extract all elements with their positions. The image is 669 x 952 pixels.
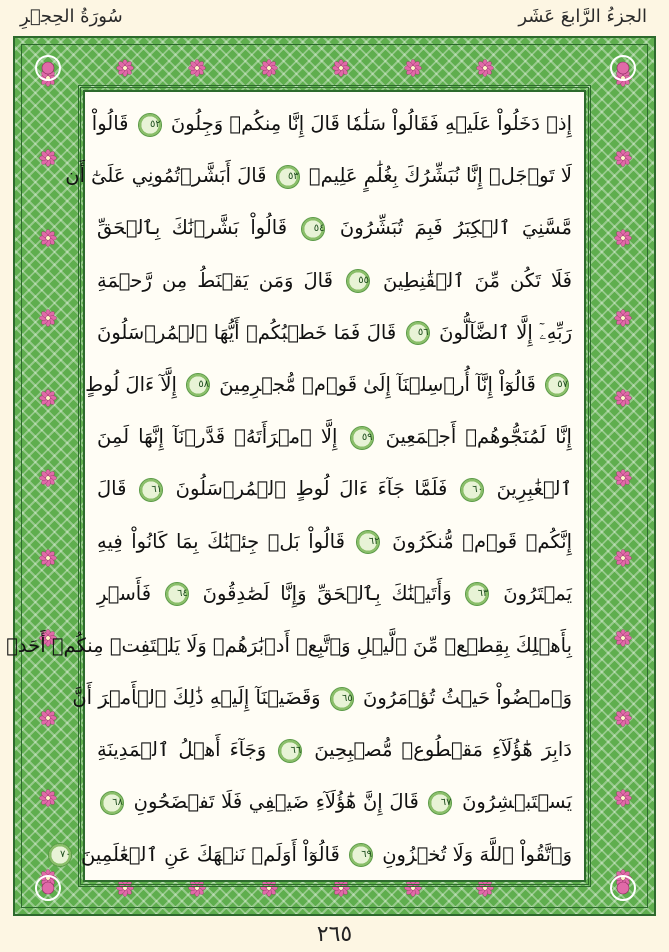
verse-text: إِلَّآ ءَالَ لُوطٍ: [85, 372, 184, 396]
rosette-icon: [332, 59, 350, 77]
ayah-marker-icon: ٦١: [139, 478, 163, 502]
verse-text: ٱلۡغَٰبِرِينَ: [487, 477, 573, 501]
corner-ornament-icon: [603, 48, 643, 88]
verse-line: [97, 202, 572, 254]
rosette-icon: [39, 789, 57, 807]
verse-text: إِلَّا ٱمۡرَأَتَهُۥ قَدَّرۡنَآ إِنَّهَا لَمِنَ: [97, 425, 347, 449]
ayah-marker-icon: ٦٠: [460, 478, 484, 502]
verse-text: قَالَ فَمَا خَطۡبُكُمۡ أَيُّهَا ٱلۡمُرۡسَلُونَ: [97, 320, 403, 344]
verse-text: قَالَ أَبَشَّرۡتُمُونِي عَلَىٰٓ أَن: [65, 164, 273, 188]
verse-lines: [6, 98, 573, 881]
ayah-marker-icon: ٦٩: [349, 843, 373, 867]
verse-line: [91, 98, 572, 150]
verse-line: [97, 411, 572, 463]
verse-text: يَمۡتَرُونَ: [492, 581, 573, 605]
rosette-icon: [614, 309, 632, 327]
rosette-icon: [39, 149, 57, 167]
ayah-marker-icon: ٦٤: [165, 582, 189, 606]
juz-title: الجزءُ الرَّابعَ عَشَر: [518, 6, 647, 27]
verse-line: [97, 307, 572, 359]
verse-text: قَالَ إِنَّ هَٰٓؤُلَآءِ ضَيۡفِي فَلَا تَفۡضَحُونِ: [127, 790, 426, 814]
rosette-icon: [260, 59, 278, 77]
ayah-marker-icon: ٥٥: [346, 269, 370, 293]
ayah-marker-icon: ٦٧: [428, 791, 452, 815]
verse-text: إِذۡ دَخَلُواْ عَلَيۡهِ فَقَالُواْ سَلَٰمٗا قَالَ إِنَّا مِنكُمۡ وَجِلُونَ: [164, 112, 572, 135]
verse-text: وَٱمۡضُواْ حَيۡثُ تُؤۡمَرُونَ: [356, 686, 572, 710]
verse-text: إِنَّا لَمُنَجُّوهُمۡ أَجۡمَعِينَ: [376, 425, 572, 449]
verse-line: [97, 255, 572, 307]
verse-text: وَٱتَّقُواْ ٱللَّهَ وَلَا تُخۡزُونِ: [376, 842, 572, 866]
verse-line: [97, 776, 572, 828]
rosette-icon: [614, 229, 632, 247]
rosette-icon: [116, 59, 134, 77]
verse-text: قَالَ: [97, 477, 137, 501]
verse-text: إِنَّكُمۡ قَوۡمٞ مُّنكَرُونَ: [383, 529, 572, 553]
surah-title: سُورَةُ الحِجۡرِ: [20, 6, 123, 27]
rosette-icon: [614, 469, 632, 487]
verse-line: [97, 463, 572, 515]
verse-line: [72, 672, 572, 724]
ayah-marker-icon: ٥٣: [276, 165, 300, 189]
rosette-icon: [614, 549, 632, 567]
verse-text: قَالُوٓاْ أَوَلَمۡ نَنۡهَكَ عَنِ ٱلۡعَٰلَمِينَ: [74, 842, 346, 866]
rosette-icon: [614, 629, 632, 647]
ayah-marker-icon: ٥٩: [350, 426, 374, 450]
verse-text: وَقَضَيۡنَآ إِلَيۡهِ ذَٰلِكَ ٱلۡأَمۡرَ أَنَّ: [72, 686, 327, 710]
verse-text: وَجَآءَ أَهۡلُ ٱلۡمَدِينَةِ: [97, 738, 276, 762]
rosette-icon: [404, 59, 422, 77]
verse-line: [65, 150, 572, 202]
page-number: ٢٦٥: [316, 922, 353, 947]
verse-text: قَالُواْ بَلۡ جِئۡنَٰكَ بِمَا كَانُواْ فِيهِ: [97, 529, 354, 553]
rosette-icon: [39, 549, 57, 567]
verse-text: دَابِرَ هَٰٓؤُلَآءِ مَقۡطُوعٞ مُّصۡبِحِينَ: [305, 738, 572, 762]
rosette-icon: [476, 59, 494, 77]
ayah-marker-icon: ٥٨: [186, 373, 210, 397]
ayah-marker-icon: ٦٦: [278, 739, 302, 763]
verse-line: [6, 620, 572, 672]
verse-text: يَسۡتَبۡشِرُونَ: [455, 790, 573, 814]
verse-text: قَالُوٓاْ إِنَّآ أُرۡسِلۡنَآ إِلَىٰ قَوۡمٖ مُّجۡرِمِينَ: [213, 372, 542, 396]
rosette-icon: [39, 709, 57, 727]
verse-text: مَّسَّنِيَ ٱلۡكِبَرُ فَبِمَ تُبَشِّرُونَ: [328, 216, 572, 240]
verse-text: بِأَهۡلِكَ بِقِطۡعٖ مِّنَ ٱلَّيۡلِ وَٱتَّبِعۡ أَدۡبَٰرَهُمۡ وَلَا يَلۡتَفِتۡ مِنكُمۡ أَحَدٞ: [6, 633, 572, 657]
ayah-marker-icon: ٦٥: [330, 687, 354, 711]
verse-text: وَأَتَيۡنَٰكَ بِٱلۡحَقِّ وَإِنَّا لَصَٰدِقُونَ: [191, 581, 463, 605]
ayah-marker-icon: ٥٤: [301, 217, 325, 241]
verse-line: [97, 516, 572, 568]
verse-line: [60, 829, 572, 881]
verse-text: فَلَا تَكُن مِّنَ ٱلۡقَٰنِطِينَ: [372, 268, 572, 292]
verse-text: رَبِّهِۦٓ إِلَّا ٱلضَّآلُّونَ: [432, 320, 572, 344]
verse-text: لَا تَوۡجَلۡ إِنَّا نُبَشِّرُكَ بِغُلَٰمٍ عَلِيمٖ: [302, 164, 572, 188]
corner-ornament-icon: [28, 48, 68, 88]
verse-line: [97, 568, 572, 620]
verse-text: قَالُواْ بَشَّرۡنَٰكَ بِٱلۡحَقِّ: [97, 216, 299, 240]
rosette-icon: [39, 389, 57, 407]
page-header: [0, 4, 669, 34]
corner-ornament-icon: [603, 868, 643, 908]
rosette-icon: [614, 709, 632, 727]
ayah-marker-icon: ٦٨: [100, 791, 124, 815]
verse-line: [97, 724, 572, 776]
rosette-icon: [188, 59, 206, 77]
ayah-marker-icon: ٧٠: [48, 843, 72, 867]
ayah-marker-icon: ٥٧: [545, 373, 569, 397]
rosette-icon: [39, 309, 57, 327]
rosette-icon: [614, 389, 632, 407]
verse-text: فَأَسۡرِ: [97, 581, 162, 605]
rosette-icon: [39, 229, 57, 247]
rosette-icon: [39, 469, 57, 487]
ayah-marker-icon: ٦٢: [356, 530, 380, 554]
rosette-icon: [614, 149, 632, 167]
ayah-marker-icon: ٥٢: [138, 113, 162, 137]
ayah-marker-icon: ٦٣: [465, 582, 489, 606]
verse-line: [85, 359, 572, 411]
ayah-marker-icon: ٥٦: [406, 321, 430, 345]
rosette-icon: [614, 789, 632, 807]
verse-text: قَالُواْ: [91, 112, 135, 135]
verse-text: قَالَ وَمَن يَقۡنَطُ مِن رَّحۡمَةِ: [97, 268, 343, 292]
verse-text: فَلَمَّا جَآءَ ءَالَ لُوطٍ ٱلۡمُرۡسَلُونَ: [166, 477, 457, 501]
mushaf-page: [6, 90, 586, 882]
